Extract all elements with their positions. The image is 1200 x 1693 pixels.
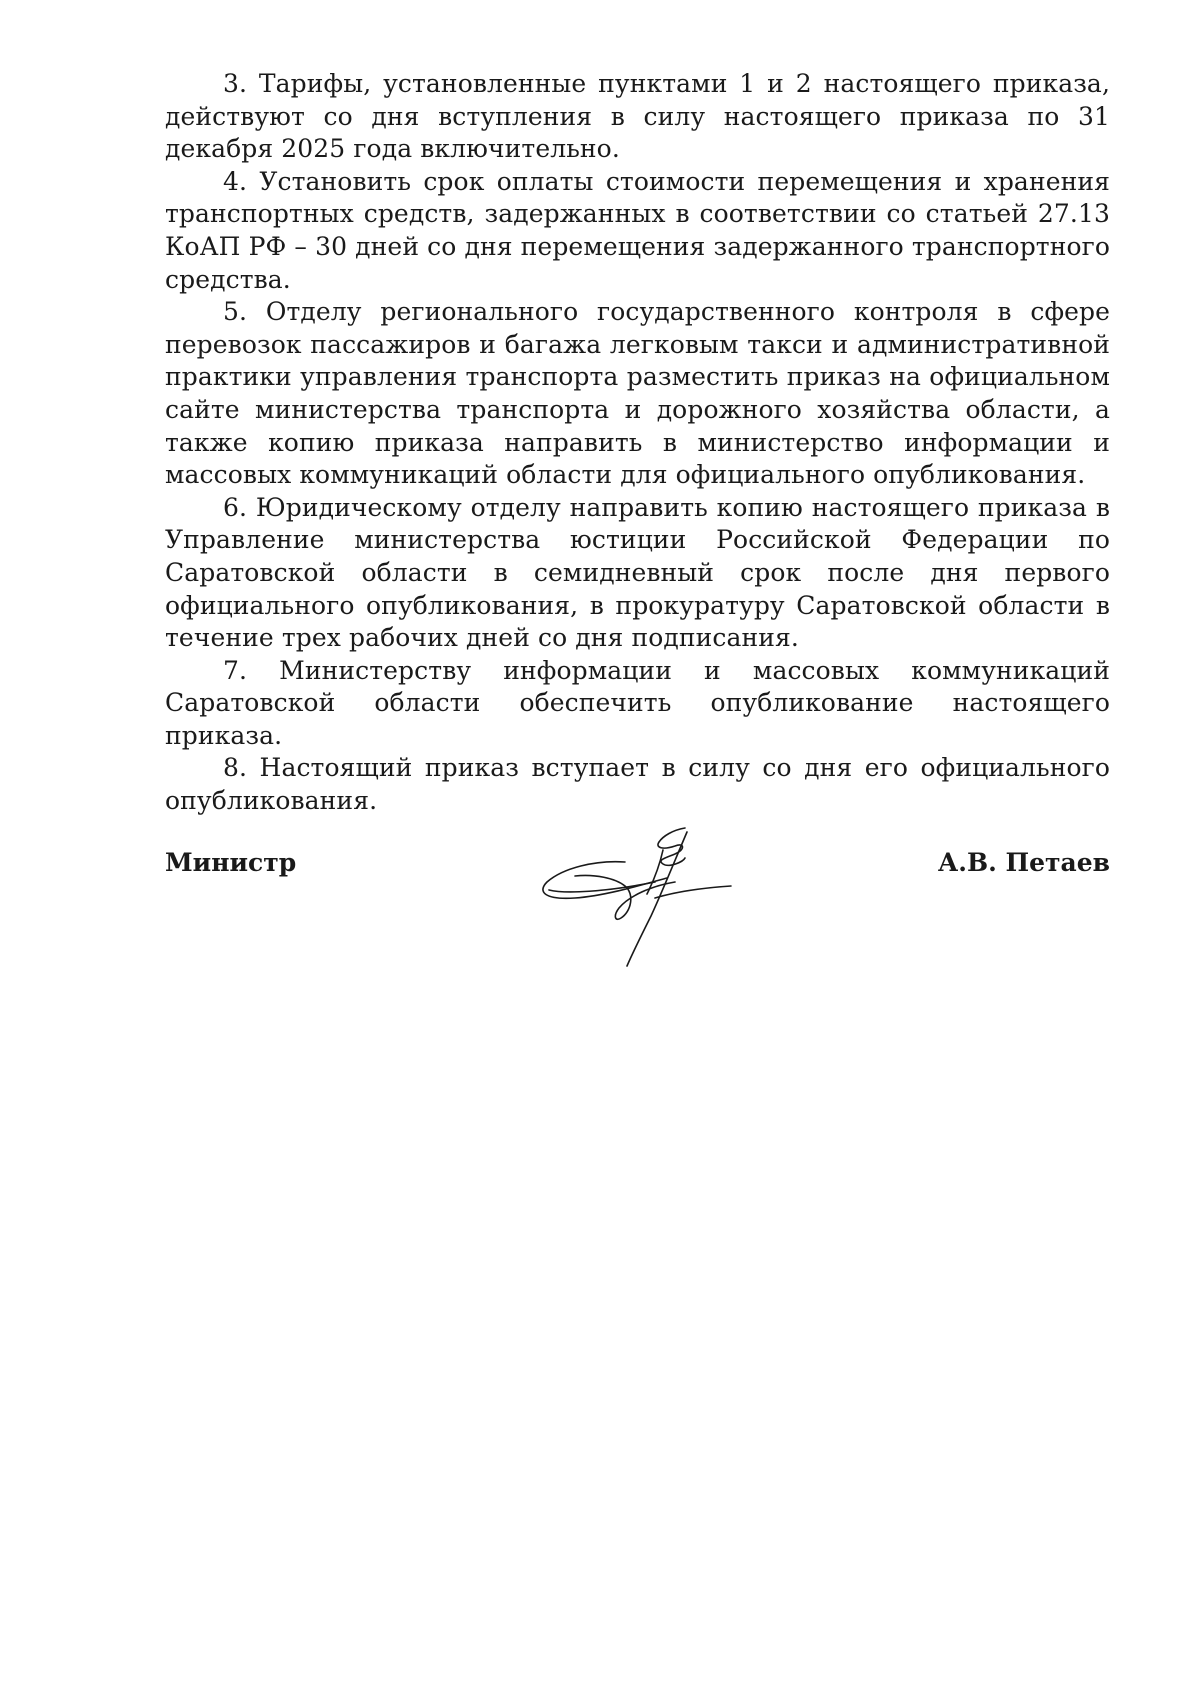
paragraph-4-payment-term: 4. Установить срок оплаты стоимости перемещения и хранения транспортных средств, задержанных в соответствии со статьей 27.13 КоАП РФ – 30 дней со дня перемещения задержанного транспортного средства.	[165, 166, 1110, 294]
handwritten-signature	[535, 820, 745, 970]
paragraph-7-ministry-publication: 7. Министерству информации и массовых коммуникаций Саратовской области обеспечить опубликование настоящего приказа.	[165, 655, 1110, 750]
paragraph-6-legal-department: 6. Юридическому отделу направить копию настоящего приказа в Управление министерства юстиции Российской Федерации по Саратовской области в семидневный срок после дня первого официального опубликования, в прокуратуру Саратовской области в течение трех рабочих дней со дня подписания.	[165, 492, 1110, 653]
signatory-name: А.В. Петаев	[937, 848, 1110, 877]
document-body	[165, 68, 1110, 818]
paragraph-8-entry-into-force: 8. Настоящий приказ вступает в силу со дня его официального опубликования.	[165, 753, 1110, 816]
paragraph-3-tariffs: 3. Тарифы, установленные пунктами 1 и 2 настоящего приказа, действуют со дня вступления в силу настоящего приказа по 31 декабря 2025 года включительно.	[165, 69, 1110, 164]
paragraph-5-publication-site: 5. Отделу регионального государственного контроля в сфере перевозок пассажиров и багажа легковым такси и административной практики управления транспорта разместить приказ на официальном сайте министерства транспорта и дорожного хозяйства области, а также копию приказа направить в министерство информации и массовых коммуникаций области для официального опубликования.	[165, 297, 1110, 490]
signatory-title: Министр	[165, 848, 297, 877]
signature-block	[165, 820, 1110, 970]
